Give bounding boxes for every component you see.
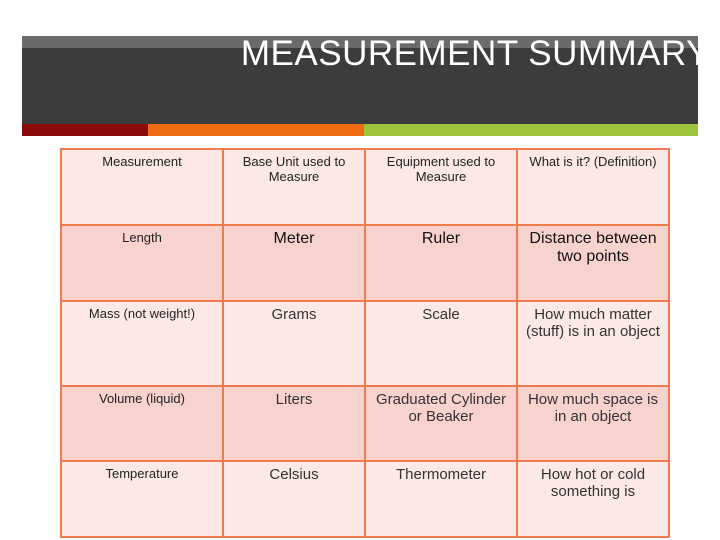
- slide-title: MEASUREMENT SUMMARY: [240, 34, 710, 73]
- accent-stripe-orange: [148, 124, 364, 136]
- header-base-unit: Base Unit used to Measure: [223, 149, 365, 225]
- cell-definition: How much matter (stuff) is in an object: [517, 301, 669, 386]
- cell-unit: Liters: [223, 386, 365, 461]
- cell-equipment: Ruler: [365, 225, 517, 301]
- cell-unit: Meter: [223, 225, 365, 301]
- cell-measurement: Volume (liquid): [61, 386, 223, 461]
- measurement-table: [60, 148, 670, 538]
- accent-stripe-green: [364, 124, 698, 136]
- cell-unit: Grams: [223, 301, 365, 386]
- header-measurement: Measurement: [61, 149, 223, 225]
- cell-definition: How hot or cold something is: [517, 461, 669, 537]
- table-row: [61, 301, 669, 386]
- accent-stripe-red: [22, 124, 148, 136]
- cell-definition: Distance between two points: [517, 225, 669, 301]
- cell-equipment: Scale: [365, 301, 517, 386]
- header-equipment: Equipment used to Measure: [365, 149, 517, 225]
- table-header-row: [61, 149, 669, 225]
- cell-equipment: Thermometer: [365, 461, 517, 537]
- cell-measurement: Mass (not weight!): [61, 301, 223, 386]
- cell-definition: How much space is in an object: [517, 386, 669, 461]
- table-row: [61, 386, 669, 461]
- table-row: [61, 461, 669, 537]
- cell-measurement: Temperature: [61, 461, 223, 537]
- cell-unit: Celsius: [223, 461, 365, 537]
- cell-equipment: Graduated Cylinder or Beaker: [365, 386, 517, 461]
- table-row: [61, 225, 669, 301]
- header-definition: What is it? (Definition): [517, 149, 669, 225]
- cell-measurement: Length: [61, 225, 223, 301]
